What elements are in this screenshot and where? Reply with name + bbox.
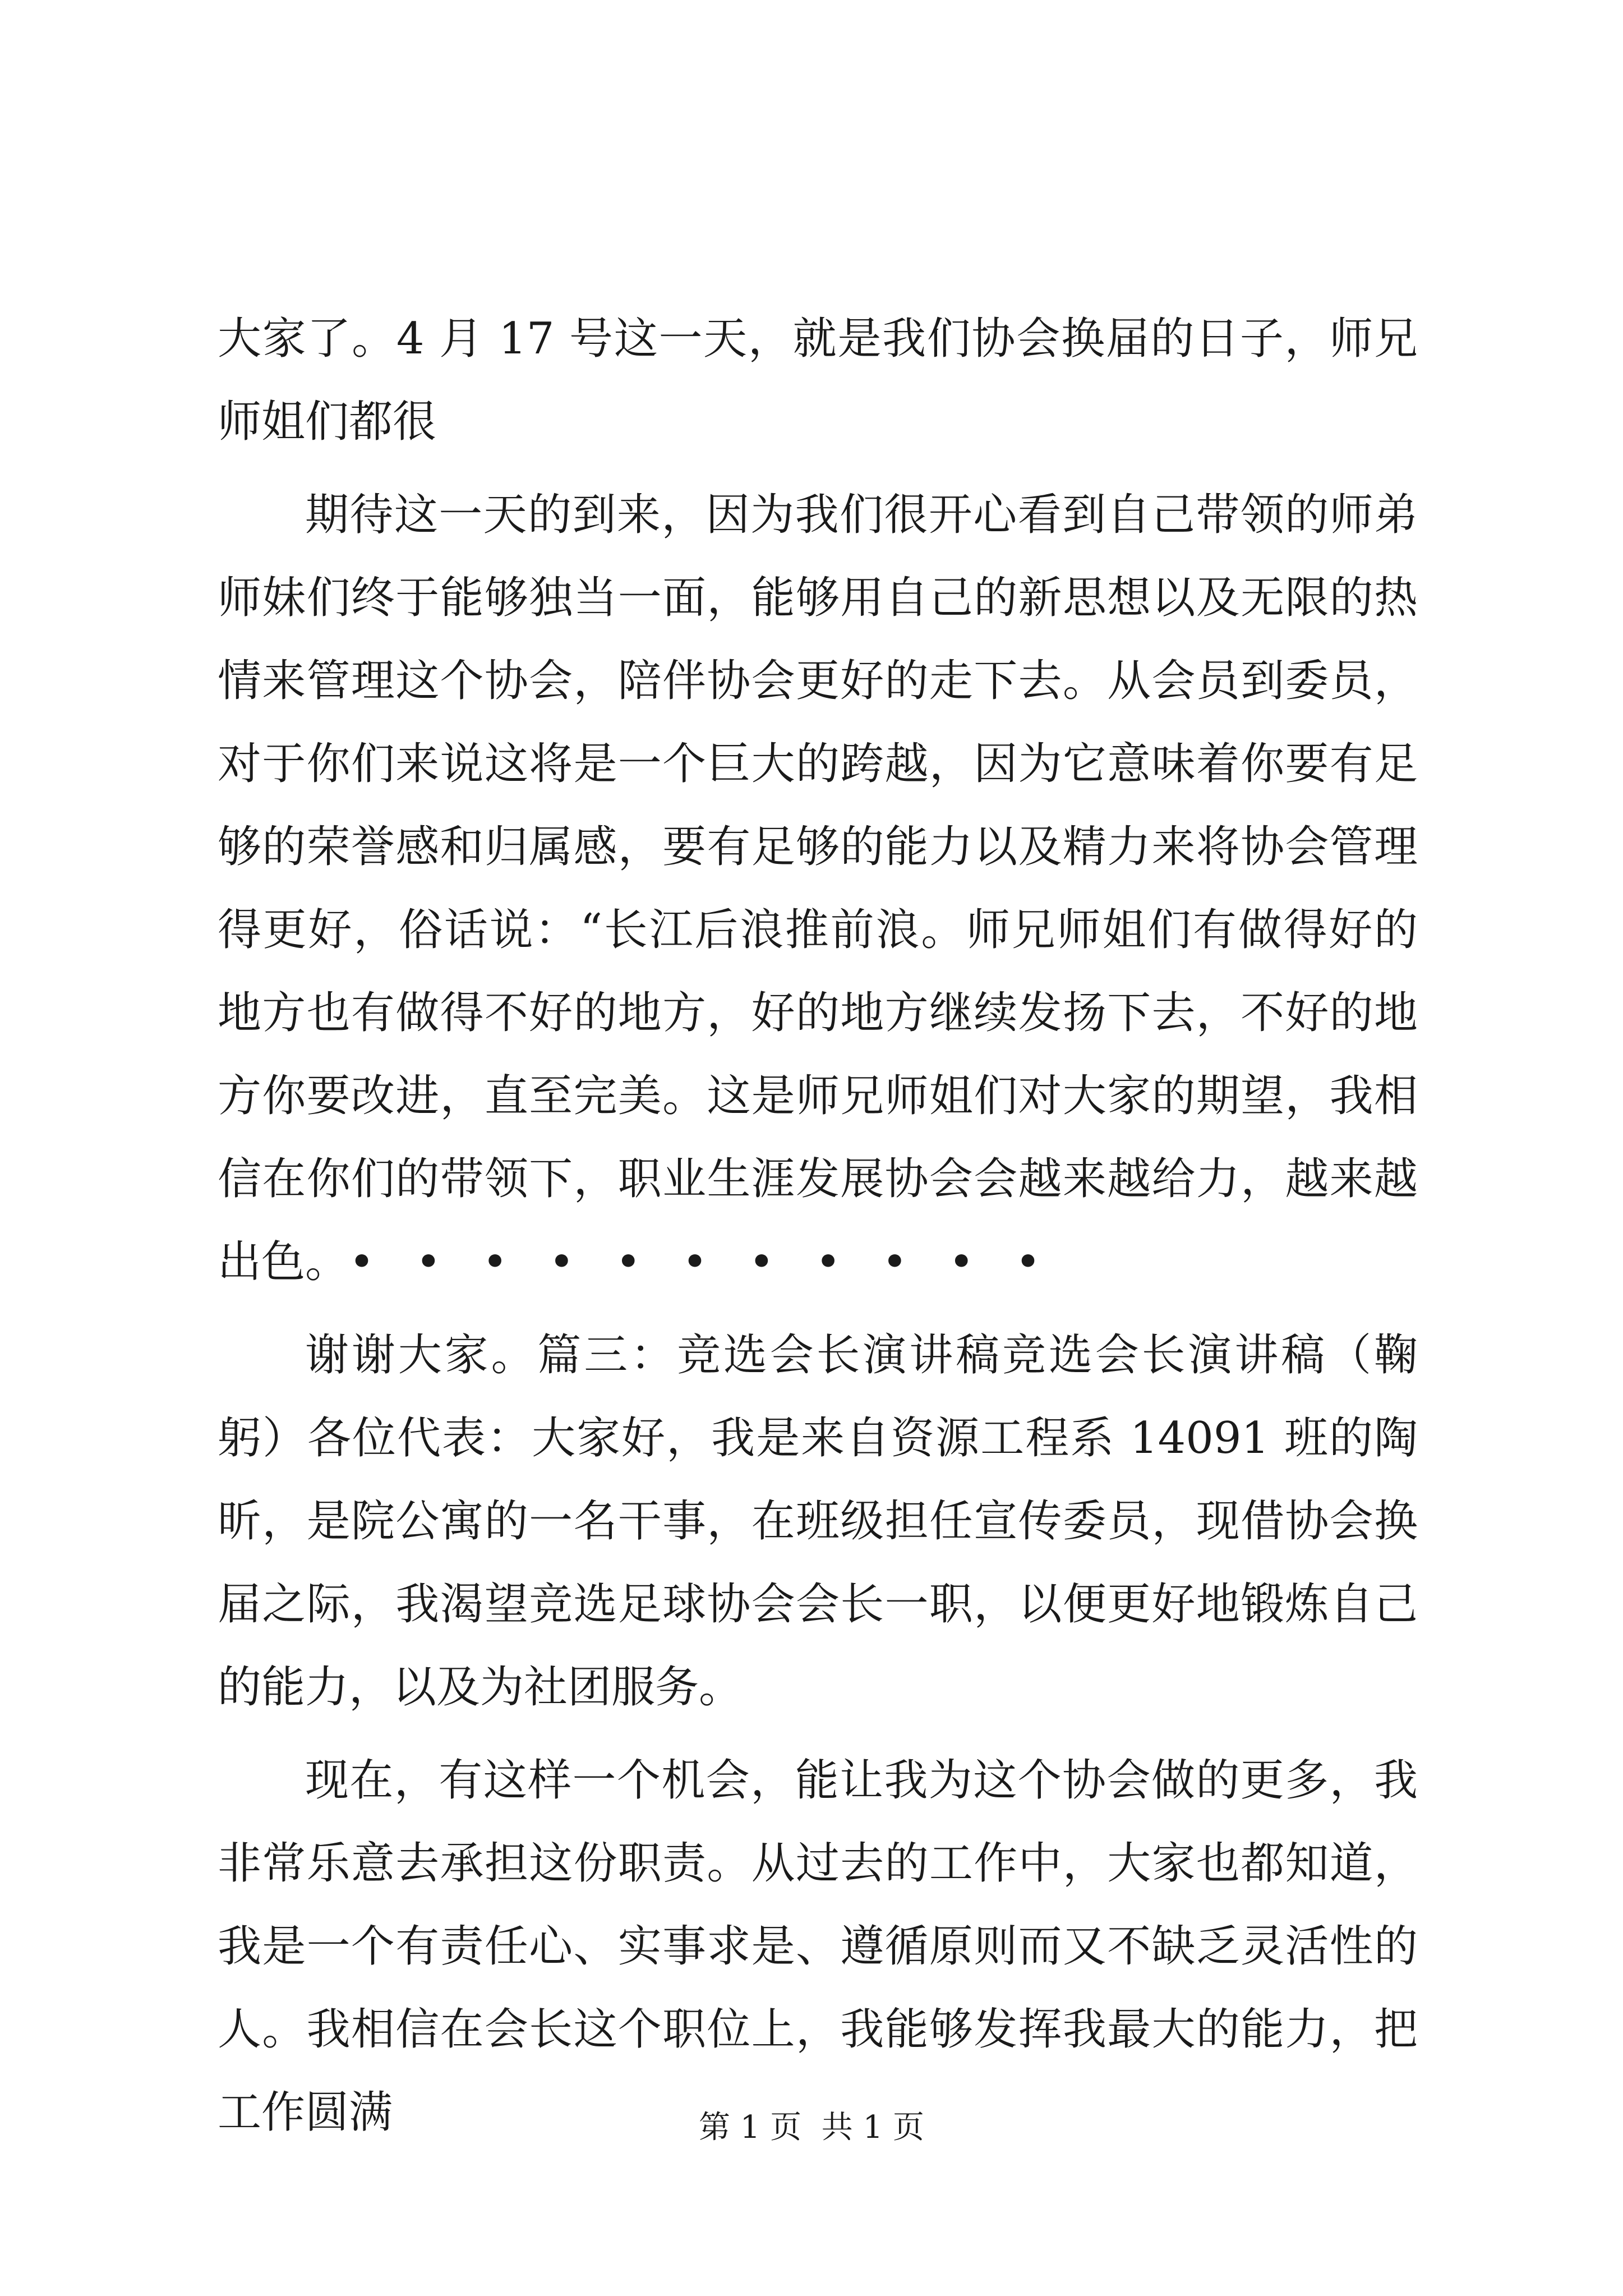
paragraph-text: 谢谢大家。篇三：竞选会长演讲稿竞选会长演讲稿（鞠躬）各位代表：大家好，我是来自资源工程系 14091 班的陶昕，是院公寓的一名干事，在班级担任宣传委员，现借协会换届之际，我渴望竞选足球协会会长一职，以便更好地锻炼自己的能力，以及为社团服务。 [218, 1330, 1418, 1713]
document-body [218, 297, 1418, 2164]
paragraph-campaign-intro [218, 1314, 1418, 1729]
page-number-label: 第 1 页 共 1 页 [698, 2109, 925, 2146]
paragraph-text: 现在，有这样一个机会，能让我为这个协会做的更多，我非常乐意去承担这份职责。从过去的工作中，大家也都知道，我是一个有责任心、实事求是、遵循原则而又不缺乏灵活性的人。我相信在会长这个职位上，我能够发挥我最大的能力，把工作圆满 [218, 1755, 1418, 2138]
page-footer [0, 2102, 1623, 2147]
paragraph-candidate-commitment [218, 1739, 1418, 2154]
paragraph-succession-expectations [218, 473, 1418, 1304]
paragraph-continuation [218, 297, 1418, 463]
paragraph-text: 期待这一天的到来，因为我们很开心看到自己带领的师弟师妹们终于能够独当一面，能够用自己的新思想以及无限的热情来管理这个协会，陪伴协会更好的走下去。从会员到委员，对于你们来说这将是一个巨大的跨越，因为它意味着你要有足够的荣誉感和归属感，要有足够的能力以及精力来将协会管理得更好，俗话说：“长江后浪推前浪。师兄师姐们有做得好的地方也有做得不好的地方，好的地方继续发扬下去，不好的地方你要改进，直至完美。这是师兄师姐们对大家的期望，我相信在你们的带领下，职业生涯发展协会会越来越给力，越来越出色。 [218, 490, 1418, 1287]
ellipsis-dots: • • • • • • • • • • • [349, 1237, 1055, 1287]
paragraph-text: 大家了。4 月 17 号这一天，就是我们协会换届的日子，师兄师姐们都很 [218, 314, 1418, 447]
